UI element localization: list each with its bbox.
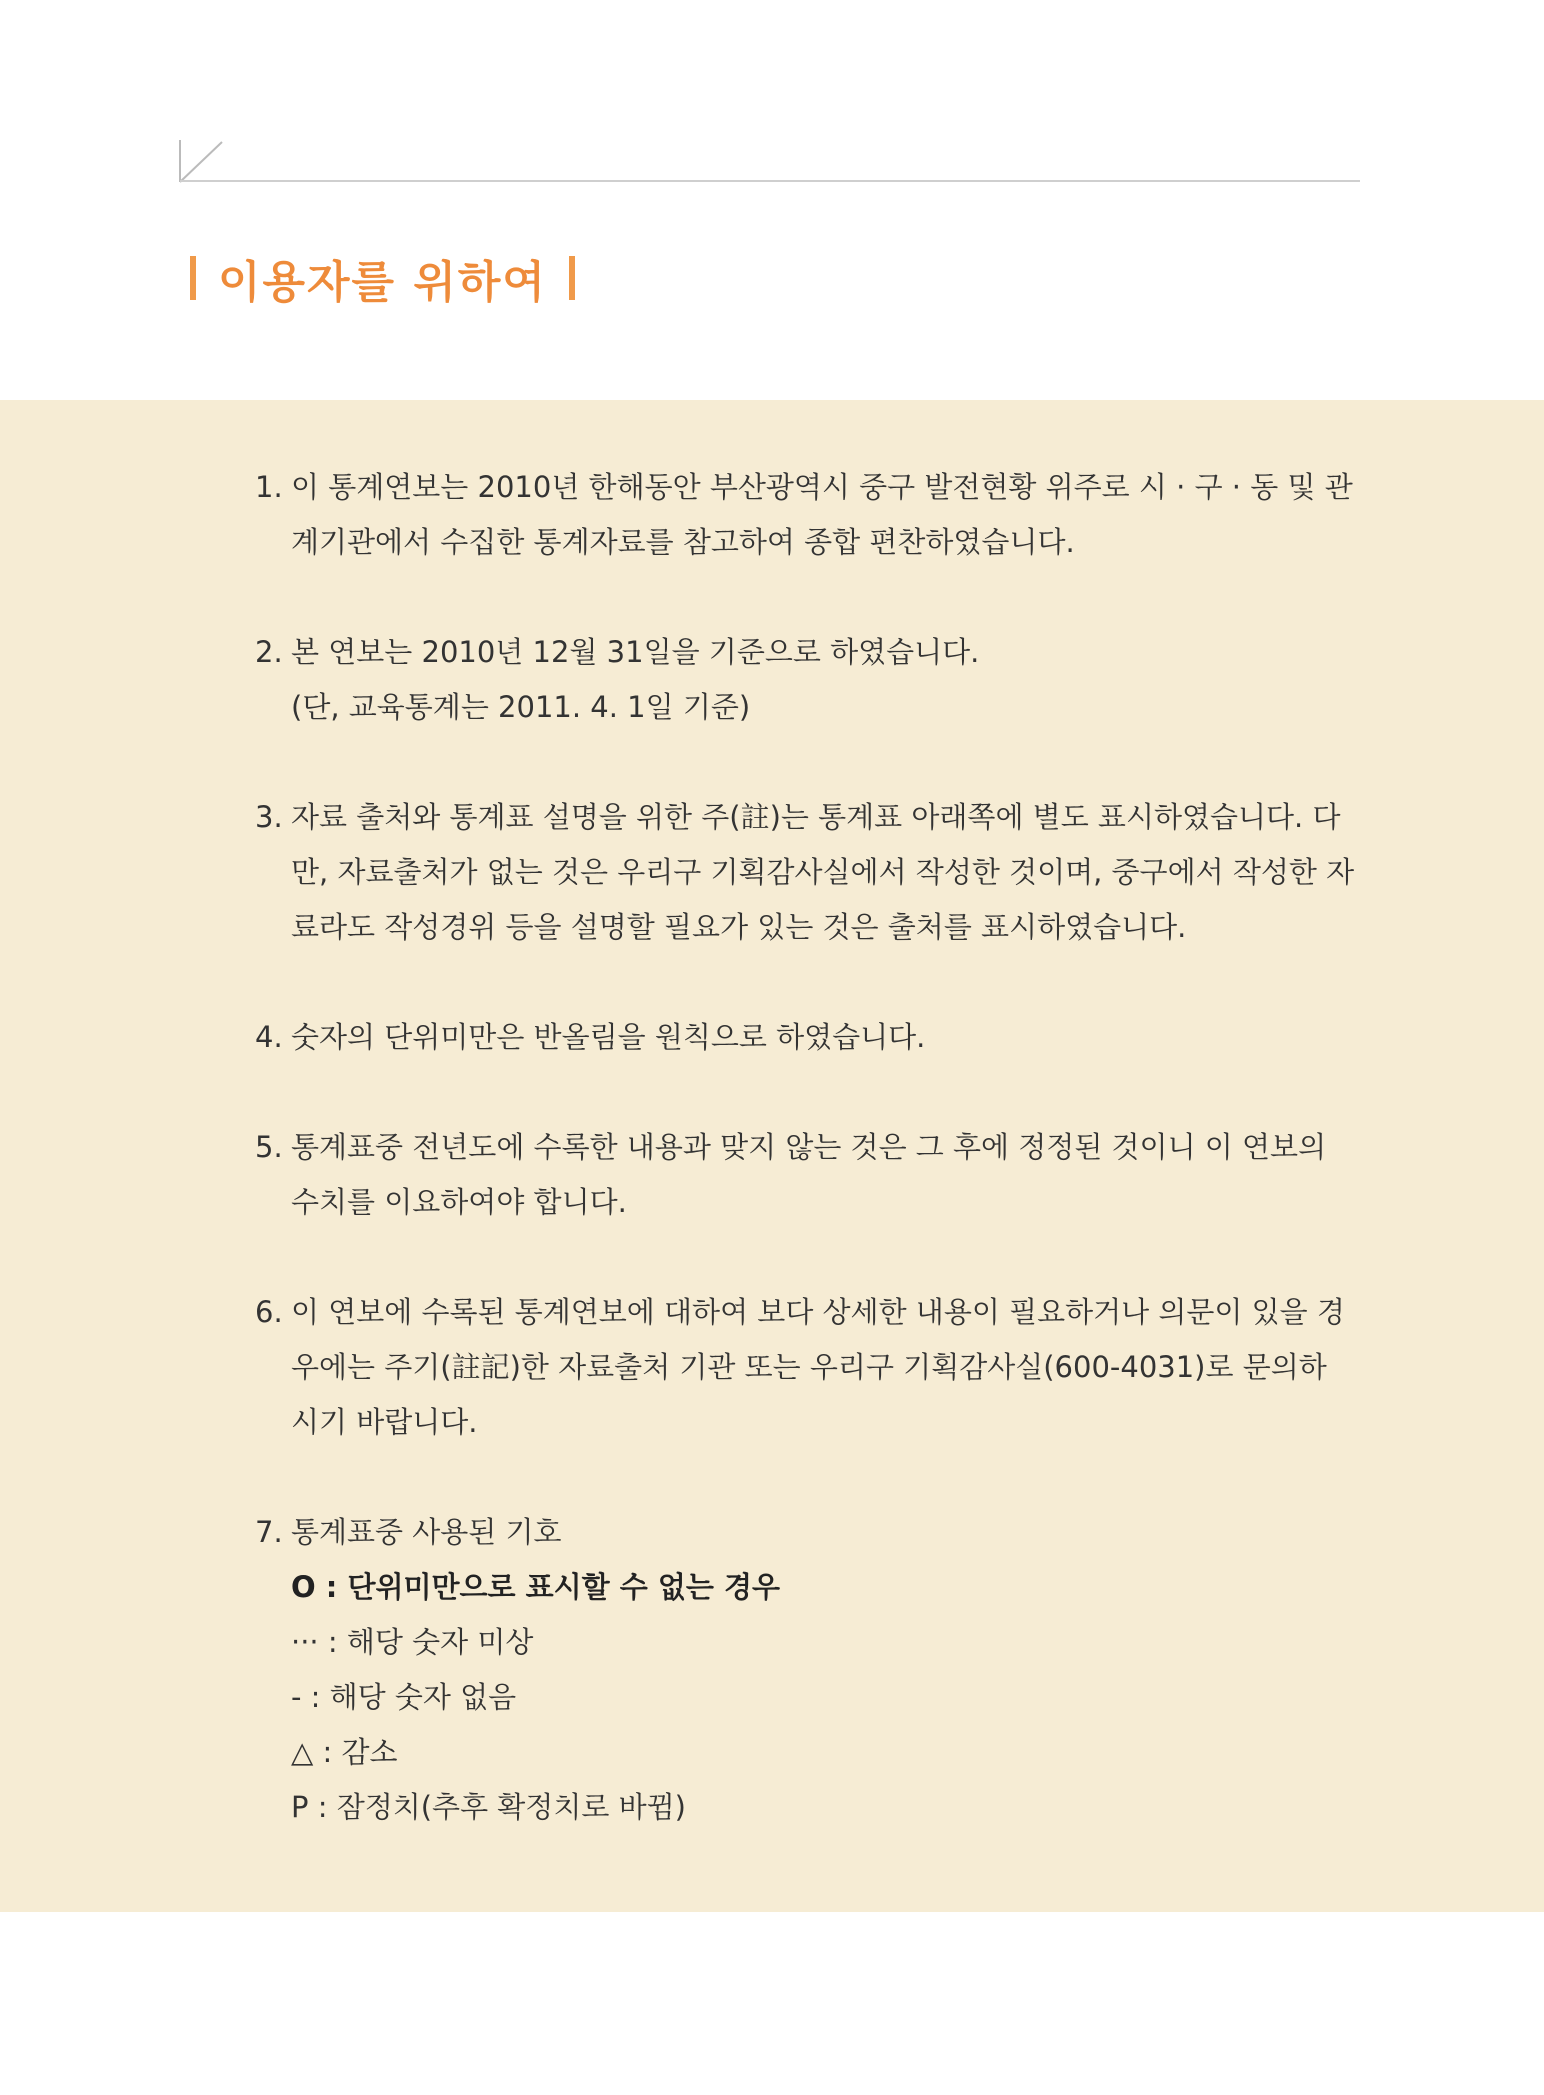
note-line: 이 통계연보는 2010년 한해동안 부산광역시 중구 발전현황 위주로 시 · 구 · 동 및 관: [291, 470, 1353, 504]
note-item-3: [255, 790, 1355, 955]
note-body: [291, 460, 1353, 570]
note-number: 7.: [255, 1515, 283, 1549]
note-number: 5.: [255, 1130, 283, 1164]
note-number: 3.: [255, 800, 283, 834]
symbol-row-dash: - : 해당 숫자 없음: [291, 1680, 517, 1714]
note-line: (단, 교육통계는 2011. 4. 1일 기준): [291, 690, 751, 724]
note-body: [291, 1505, 1285, 1835]
symbol-legend: [291, 1560, 1285, 1835]
note-item-4: [255, 1010, 1285, 1065]
note-body: [291, 1120, 1326, 1230]
note-line: 수치를 이요하여야 합니다.: [291, 1185, 627, 1219]
notes-list: [255, 460, 1355, 1890]
note-line: 료라도 작성경위 등을 설명할 필요가 있는 것은 출처를 표시하였습니다.: [291, 910, 1187, 944]
note-body: [291, 1010, 1285, 1065]
symbol-row-p: P : 잠정치(추후 확정치로 바뀜): [291, 1790, 686, 1824]
note-body: [291, 1285, 1345, 1450]
note-number: 4.: [255, 1020, 283, 1054]
note-item-1: [255, 460, 1353, 570]
symbol-row-zero: O : 단위미만으로 표시할 수 없는 경우: [291, 1570, 781, 1604]
note-line: 계기관에서 수집한 통계자료를 참고하여 종합 편찬하였습니다.: [291, 525, 1075, 559]
note-line: 숫자의 단위미만은 반올림을 원칙으로 하였습니다.: [291, 1020, 926, 1054]
note-item-6: [255, 1285, 1345, 1450]
corner-decoration: [178, 138, 228, 184]
note-line: 통계표중 사용된 기호: [291, 1515, 562, 1549]
note-body: [291, 790, 1354, 955]
note-line: 만, 자료출처가 없는 것은 우리구 기획감사실에서 작성한 것이며, 중구에서 작성한 자: [291, 855, 1355, 889]
title-bar-left: [190, 256, 196, 300]
note-body: [291, 625, 1285, 735]
title-block: [190, 248, 575, 308]
header-rule: [180, 180, 1360, 182]
note-item-5: [255, 1120, 1327, 1230]
note-item-7: [255, 1505, 1285, 1835]
page-title: 이용자를 위하여: [218, 257, 547, 308]
note-line: 시기 바랍니다.: [291, 1405, 478, 1439]
title-bar-right: [569, 256, 575, 300]
note-line: 통계표중 전년도에 수록한 내용과 맞지 않는 것은 그 후에 정정된 것이니 이 연보의: [291, 1130, 1327, 1164]
note-number: 1.: [255, 470, 283, 504]
note-number: 2.: [255, 635, 283, 669]
note-line: 우에는 주기(註記)한 자료출처 기관 또는 우리구 기획감사실(600-4031)로 문의하: [291, 1350, 1327, 1384]
note-number: 6.: [255, 1295, 283, 1329]
symbol-row-triangle: △ : 감소: [291, 1735, 398, 1769]
note-line: 자료 출처와 통계표 설명을 위한 주(註)는 통계표 아래쪽에 별도 표시하였습니다. 다: [291, 800, 1341, 834]
note-item-2: [255, 625, 1285, 735]
note-line: 본 연보는 2010년 12월 31일을 기준으로 하였습니다.: [291, 635, 980, 669]
symbol-row-ellipsis: ··· : 해당 숫자 미상: [291, 1625, 534, 1659]
note-line: 이 연보에 수록된 통계연보에 대하여 보다 상세한 내용이 필요하거나 의문이 있을 경: [291, 1295, 1345, 1329]
